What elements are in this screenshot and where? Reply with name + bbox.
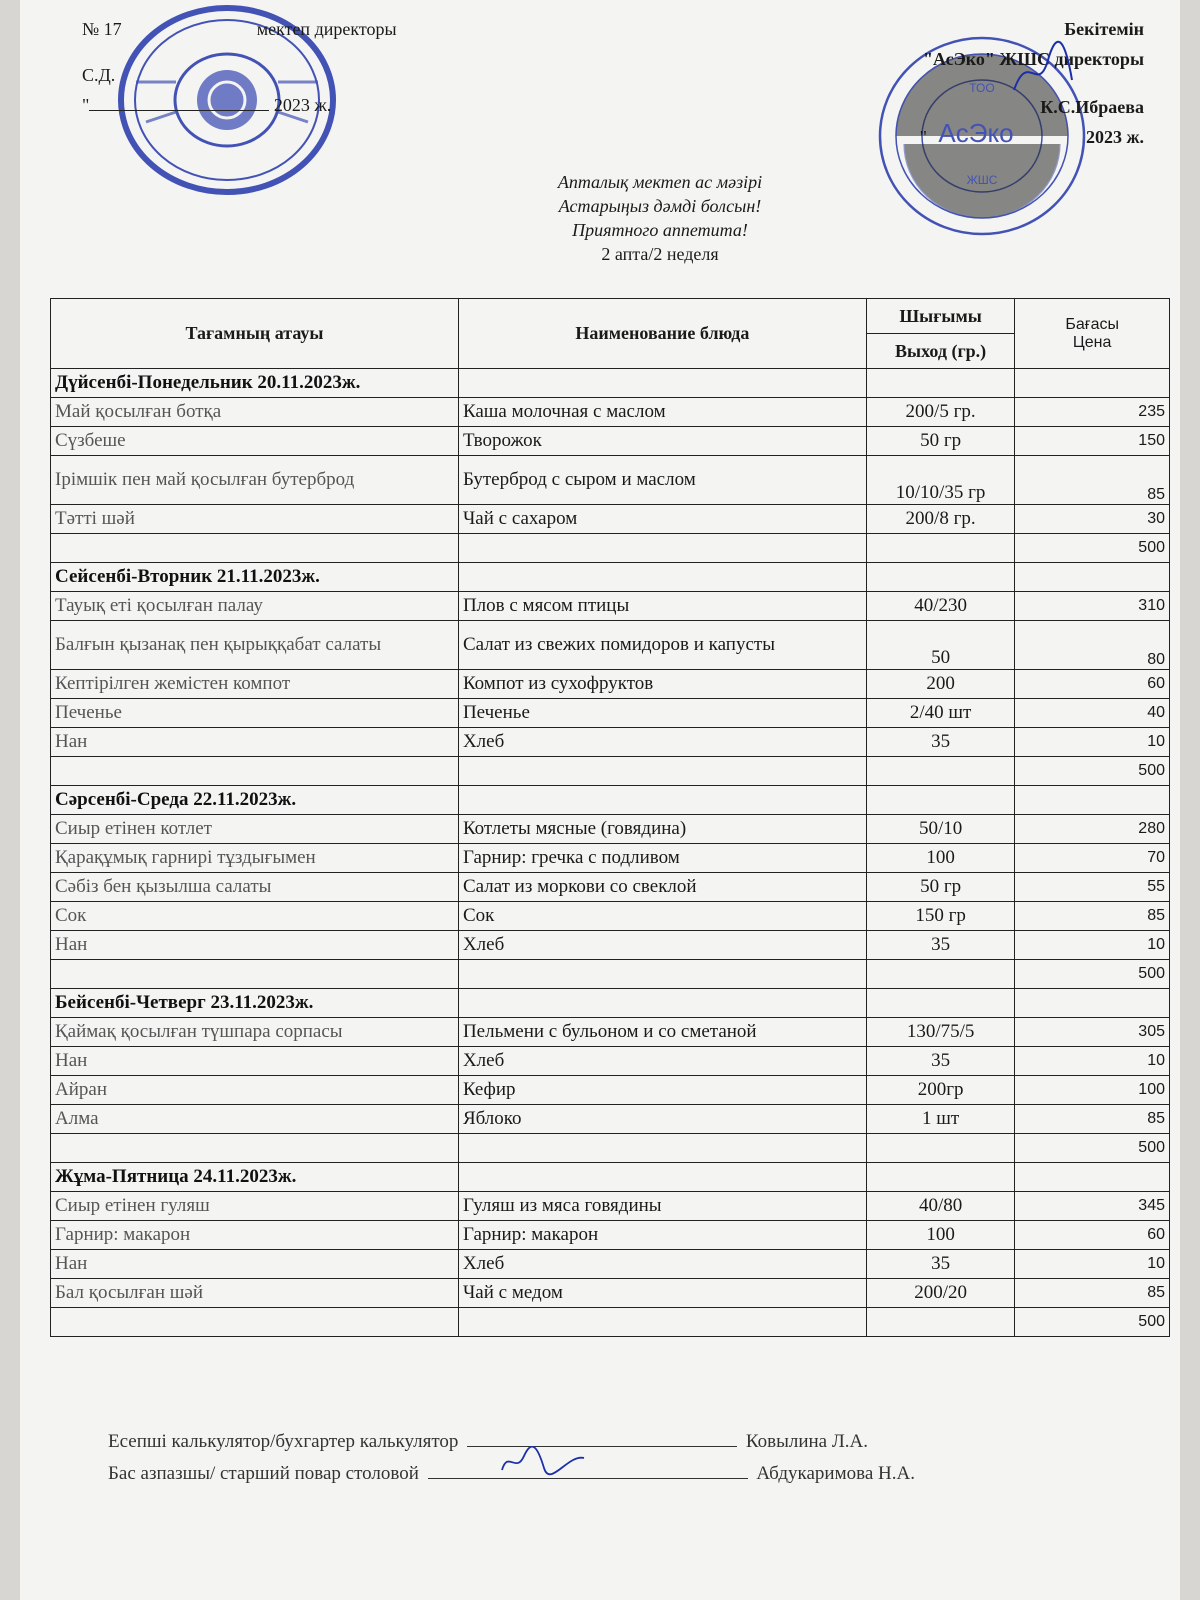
dish-name-ru: [458, 1163, 866, 1192]
dish-output: 10/10/35 гр: [866, 456, 1014, 505]
dish-name-kz: Сиыр етінен гуляш: [51, 1192, 459, 1221]
footer-signatures: [108, 1426, 915, 1490]
day-header-row: [51, 786, 1170, 815]
col-header-price-ru: Цена: [1072, 333, 1112, 351]
dish-name-kz: Сейсенбі-Вторник 21.11.2023ж.: [51, 563, 459, 592]
table-row: [51, 592, 1170, 621]
dish-output: 200гр: [866, 1076, 1014, 1105]
dish-name-ru: [458, 563, 866, 592]
dish-name-ru: Пельмени с бульоном и со сметаной: [458, 1018, 866, 1047]
menu-body: [51, 369, 1170, 1337]
dish-name-kz: Қаймақ қосылған түшпара сорпасы: [51, 1018, 459, 1047]
dish-name-ru: Плов с мясом птицы: [458, 592, 866, 621]
dish-price: [1015, 563, 1170, 592]
stamp-name-text: АсЭко: [938, 118, 1014, 148]
dish-name-ru: Кефир: [458, 1076, 866, 1105]
col-header-price-kz: Бағасы: [1065, 315, 1119, 333]
table-row: [51, 844, 1170, 873]
dish-name-ru: Сок: [458, 902, 866, 931]
dish-output: [866, 1134, 1014, 1163]
dish-name-ru: Чай с сахаром: [458, 505, 866, 534]
dish-name-kz: [51, 1308, 459, 1337]
dish-price: 70: [1015, 844, 1170, 873]
menu-document: [20, 0, 1180, 1600]
table-row: [51, 1018, 1170, 1047]
table-row: [51, 505, 1170, 534]
col-header-ru: Наименование блюда: [458, 299, 866, 369]
dish-output: 200/5 гр.: [866, 398, 1014, 427]
dish-name-kz: Сәрсенбі-Среда 22.11.2023ж.: [51, 786, 459, 815]
dish-price: 150: [1015, 427, 1170, 456]
dish-output: [866, 534, 1014, 563]
col-header-price: [1015, 299, 1170, 369]
dish-output: 50 гр: [866, 427, 1014, 456]
dish-price: 30: [1015, 505, 1170, 534]
dish-output: 2/40 шт: [866, 699, 1014, 728]
dish-name-kz: Балғын қызанақ пен қырыққабат салаты: [51, 621, 459, 670]
dish-output: [866, 960, 1014, 989]
table-row: [51, 728, 1170, 757]
day-header-row: [51, 989, 1170, 1018]
day-total-row: [51, 757, 1170, 786]
dish-name-ru: Гарнир: макарон: [458, 1221, 866, 1250]
dish-price: [1015, 369, 1170, 398]
dish-price: 60: [1015, 670, 1170, 699]
dish-price: 85: [1015, 456, 1170, 505]
dish-price: 500: [1015, 1134, 1170, 1163]
dish-price: 55: [1015, 873, 1170, 902]
col-header-out-ru: Выход (гр.): [866, 334, 1014, 369]
dish-name-kz: Ірімшік пен май қосылған бутерброд: [51, 456, 459, 505]
table-row: [51, 456, 1170, 505]
table-row: [51, 1250, 1170, 1279]
day-total-row: [51, 1308, 1170, 1337]
dish-price: 500: [1015, 960, 1170, 989]
dish-name-kz: Нан: [51, 1250, 459, 1279]
dish-name-kz: Айран: [51, 1076, 459, 1105]
day-header-row: [51, 369, 1170, 398]
dish-price: 80: [1015, 621, 1170, 670]
dish-price: 85: [1015, 902, 1170, 931]
dish-price: 235: [1015, 398, 1170, 427]
dish-name-kz: Сүзбеше: [51, 427, 459, 456]
dish-price: [1015, 786, 1170, 815]
dish-name-ru: [458, 960, 866, 989]
dish-price: 345: [1015, 1192, 1170, 1221]
dish-output: [866, 563, 1014, 592]
dish-output: 200/20: [866, 1279, 1014, 1308]
dish-price: 60: [1015, 1221, 1170, 1250]
dish-output: 200: [866, 670, 1014, 699]
dish-output: 1 шт: [866, 1105, 1014, 1134]
title-line-week: 2 апта/2 неделя: [601, 244, 719, 264]
dish-price: 10: [1015, 931, 1170, 960]
dish-output: [866, 989, 1014, 1018]
dish-name-kz: Қарақұмық гарнирі тұздығымен: [51, 844, 459, 873]
approve-label: Бекітемін: [1064, 19, 1144, 39]
table-row: [51, 398, 1170, 427]
document-number: № 17: [82, 19, 122, 39]
dish-name-ru: Салат из моркови со свеклой: [458, 873, 866, 902]
dish-price: [1015, 1163, 1170, 1192]
dish-name-ru: [458, 1134, 866, 1163]
day-header-row: [51, 1163, 1170, 1192]
dish-name-kz: Сәбіз бен қызылша салаты: [51, 873, 459, 902]
cook-label: Бас азпазшы/ старший повар столовой: [108, 1463, 419, 1484]
title-line-kz: Апталық мектеп ас мәзірі: [557, 172, 763, 192]
accountant-signature-line: [467, 1428, 737, 1447]
dish-name-ru: Творожок: [458, 427, 866, 456]
day-total-row: [51, 960, 1170, 989]
dish-name-kz: Бейсенбі-Четверг 23.11.2023ж.: [51, 989, 459, 1018]
dish-name-kz: Тауық еті қосылған палау: [51, 592, 459, 621]
dish-price: 10: [1015, 1047, 1170, 1076]
dish-name-ru: [458, 786, 866, 815]
dish-name-ru: Бутерброд с сыром и маслом: [458, 456, 866, 505]
dish-name-ru: [458, 534, 866, 563]
dish-output: 200/8 гр.: [866, 505, 1014, 534]
dish-name-ru: Компот из сухофруктов: [458, 670, 866, 699]
dish-name-ru: [458, 757, 866, 786]
dish-output: [866, 1308, 1014, 1337]
dish-price: 500: [1015, 534, 1170, 563]
director-signature: [1008, 40, 1078, 100]
dish-name-kz: Нан: [51, 931, 459, 960]
table-row: [51, 427, 1170, 456]
org-director-label: "АсЭко" ЖШС директоры: [923, 49, 1144, 69]
dish-output: [866, 1163, 1014, 1192]
dish-name-ru: Хлеб: [458, 931, 866, 960]
dish-output: 50/10: [866, 815, 1014, 844]
dish-name-ru: Каша молочная с маслом: [458, 398, 866, 427]
dish-output: [866, 786, 1014, 815]
dish-name-kz: [51, 960, 459, 989]
day-total-row: [51, 534, 1170, 563]
dish-price: 40: [1015, 699, 1170, 728]
table-row: [51, 873, 1170, 902]
table-row: [51, 902, 1170, 931]
dish-name-kz: Тәтті шәй: [51, 505, 459, 534]
menu-title: [20, 170, 1200, 266]
dish-output: 40/80: [866, 1192, 1014, 1221]
header-left: № 17 мектеп директоры С.Д. " 2023 ж.: [82, 19, 397, 115]
dish-price: [1015, 989, 1170, 1018]
table-row: [51, 1279, 1170, 1308]
dish-output: 100: [866, 1221, 1014, 1250]
day-total-row: [51, 1134, 1170, 1163]
table-row: [51, 621, 1170, 670]
dish-output: 150 гр: [866, 902, 1014, 931]
table-header-row: [51, 299, 1170, 334]
dish-name-kz: Нан: [51, 728, 459, 757]
dish-name-kz: [51, 757, 459, 786]
dish-name-kz: Сиыр етінен котлет: [51, 815, 459, 844]
day-header-row: [51, 563, 1170, 592]
dish-name-kz: Бал қосылған шәй: [51, 1279, 459, 1308]
stamp-sub-text: ЖШС: [966, 173, 998, 187]
table-row: [51, 931, 1170, 960]
cook-signature-line: [428, 1460, 748, 1479]
dish-name-kz: [51, 534, 459, 563]
dish-output: 35: [866, 728, 1014, 757]
table-row: [51, 670, 1170, 699]
dish-name-ru: Хлеб: [458, 1250, 866, 1279]
stamp-too-text: ТОО: [969, 81, 995, 95]
dish-price: 500: [1015, 1308, 1170, 1337]
table-row: [51, 1076, 1170, 1105]
dish-name-ru: Гуляш из мяса говядины: [458, 1192, 866, 1221]
dish-name-kz: [51, 1134, 459, 1163]
cook-name: Абдукаримова Н.А.: [756, 1463, 915, 1484]
dish-price: 310: [1015, 592, 1170, 621]
table-row: [51, 1192, 1170, 1221]
table-row: [51, 1047, 1170, 1076]
dish-name-kz: Алма: [51, 1105, 459, 1134]
col-header-out-kz: Шығымы: [866, 299, 1014, 334]
dish-price: 10: [1015, 728, 1170, 757]
dish-name-kz: Нан: [51, 1047, 459, 1076]
menu-table: [50, 298, 1170, 1337]
accountant-name: Ковылина Л.А.: [745, 1431, 868, 1452]
dish-price: 305: [1015, 1018, 1170, 1047]
dish-output: 35: [866, 1047, 1014, 1076]
dish-name-kz: Май қосылған ботқа: [51, 398, 459, 427]
cook-signature: [498, 1446, 588, 1476]
accountant-label: Есепші калькулятор/бухгартер калькулятор: [108, 1431, 459, 1452]
dish-name-kz: Жұма-Пятница 24.11.2023ж.: [51, 1163, 459, 1192]
dish-name-ru: Салат из свежих помидоров и капусты: [458, 621, 866, 670]
dish-name-ru: Печенье: [458, 699, 866, 728]
dish-name-ru: Чай с медом: [458, 1279, 866, 1308]
dish-output: 130/75/5: [866, 1018, 1014, 1047]
director-name: С.Д.: [82, 65, 116, 85]
title-line-wish-ru: Приятного аппетита!: [572, 220, 748, 240]
dish-price: 100: [1015, 1076, 1170, 1105]
title-line-wish-kz: Астарыңыз дәмді болсын!: [558, 196, 762, 216]
table-row: [51, 1105, 1170, 1134]
dish-output: 40/230: [866, 592, 1014, 621]
table-row: [51, 699, 1170, 728]
dish-name-kz: Гарнир: макарон: [51, 1221, 459, 1250]
dish-price: 85: [1015, 1105, 1170, 1134]
dish-name-ru: [458, 989, 866, 1018]
dish-name-kz: Дүйсенбі-Понедельник 20.11.2023ж.: [51, 369, 459, 398]
dish-name-ru: Яблоко: [458, 1105, 866, 1134]
dish-price: 10: [1015, 1250, 1170, 1279]
dish-output: 35: [866, 1250, 1014, 1279]
header-right: Бекітемін "АсЭко" ЖШС директоры К.С.Ибраева " 2023 ж.: [920, 14, 1144, 152]
dish-name-ru: [458, 369, 866, 398]
col-header-kz: Тағамның атауы: [51, 299, 459, 369]
dish-output: [866, 757, 1014, 786]
right-date: 2023 ж.: [1085, 127, 1144, 147]
dish-output: 35: [866, 931, 1014, 960]
dish-output: 50 гр: [866, 873, 1014, 902]
dish-price: 85: [1015, 1279, 1170, 1308]
dish-name-ru: Хлеб: [458, 728, 866, 757]
dish-name-kz: Печенье: [51, 699, 459, 728]
left-date: 2023 ж.: [273, 95, 332, 115]
dish-output: [866, 369, 1014, 398]
table-row: [51, 815, 1170, 844]
approver-name: К.С.Ибраева: [1040, 97, 1144, 117]
school-director-title: мектеп директоры: [256, 19, 397, 39]
dish-name-ru: Гарнир: гречка с подливом: [458, 844, 866, 873]
dish-price: 500: [1015, 757, 1170, 786]
dish-name-kz: Кептірілген жемістен компот: [51, 670, 459, 699]
dish-output: 50: [866, 621, 1014, 670]
dish-price: 280: [1015, 815, 1170, 844]
dish-name-ru: Хлеб: [458, 1047, 866, 1076]
dish-name-kz: Сок: [51, 902, 459, 931]
dish-output: 100: [866, 844, 1014, 873]
dish-name-ru: Котлеты мясные (говядина): [458, 815, 866, 844]
table-row: [51, 1221, 1170, 1250]
dish-name-ru: [458, 1308, 866, 1337]
